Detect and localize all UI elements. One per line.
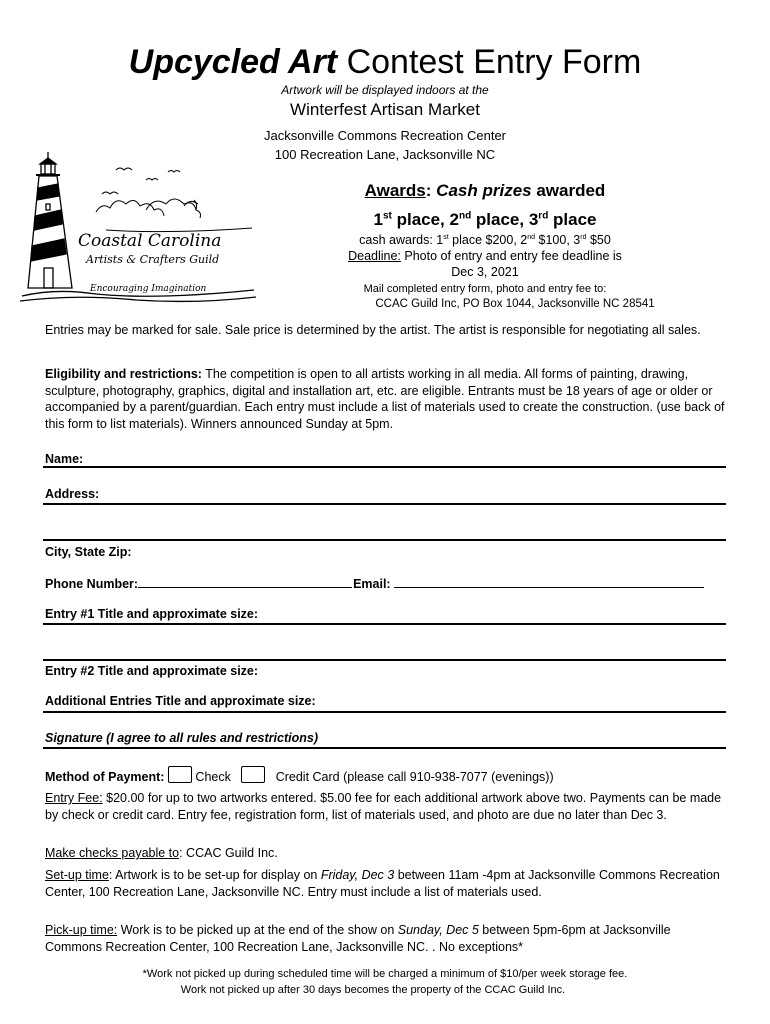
check-option-label: Check [195, 770, 231, 784]
payment-label: Method of Payment: [45, 770, 165, 784]
additional-entries-label: Additional Entries Title and approximate size: [45, 694, 316, 708]
setup-day: Friday, Dec 3 [320, 868, 395, 882]
sale-paragraph: Entries may be marked for sale. Sale price is determined by the artist. The artist is responsible for negotiating all sales. [45, 323, 701, 337]
awarded-word: awarded [536, 181, 606, 200]
awards-label: Awards [364, 181, 426, 200]
logo-tagline: Encouraging Imagination [90, 284, 207, 294]
name-field[interactable] [43, 466, 726, 468]
pickup-label: Pick-up time: [45, 923, 118, 937]
address-label: Address: [45, 487, 100, 501]
setup-label: Set-up time [45, 868, 109, 882]
display-note: Artwork will be displayed indoors at the [281, 83, 489, 97]
eligibility-text: The competition is open to all artists working in all media. All forms of painting, drawing, sculpture, photography, graphics, digital and installation art, etc. are eligible. Entrants must be 18 years of age or older or accompanied by a parent/guardian. Each entry must include a list of materials used to create the construction. (use back of this form to list materials). Winners announced Sunday at 5pm. [45, 367, 725, 431]
title-bold: Upcycled Art [128, 43, 338, 81]
logo-sub: Artists & Crafters Guild [86, 253, 220, 266]
place-2: place, 2 [391, 210, 459, 229]
address-field[interactable] [43, 503, 726, 505]
mail-instructions: Mail completed entry form, photo and entry fee to: [363, 283, 607, 295]
title-rest: Contest Entry Form [346, 43, 642, 81]
pickup-text-a: Work is to be picked up at the end of the show on [117, 923, 398, 937]
entry-fee-paragraph [45, 790, 725, 823]
award-places [340, 210, 630, 230]
event-name: Winterfest Artisan Market [290, 100, 480, 119]
place-1: 1 [373, 210, 383, 229]
cash-2: place $200, 2 [448, 233, 528, 247]
entry1-label: Entry #1 Title and approximate size: [45, 607, 259, 621]
entry2-label: Entry #2 Title and approximate size: [45, 664, 259, 678]
entry-fee-label: Entry Fee: [45, 791, 103, 805]
deadline-text: Photo of entry and entry fee deadline is [400, 249, 622, 263]
phone-field[interactable] [138, 575, 352, 588]
pickup-paragraph [45, 922, 725, 955]
checks-label: Make checks payable to [45, 846, 180, 860]
lighthouse-icon [20, 152, 256, 301]
place-3-suffix: rd [538, 210, 549, 222]
setup-paragraph [45, 867, 725, 900]
setup-text-b: between 11am -4pm at Jacksonville Commons Recreation Center, 100 Recreation Lane, Jacksonville NC. Entry must include a list of materials used. [45, 868, 720, 899]
storage-fee-footnote: *Work not picked up during scheduled time will be charged a minimum of $10/per week storage fee. [142, 968, 628, 980]
cash-1: cash awards: 1 [359, 233, 444, 247]
checks-payable-paragraph [45, 845, 725, 862]
deadline-line [340, 249, 630, 263]
phone-label: Phone Number: [45, 577, 139, 591]
check-checkbox[interactable] [168, 766, 192, 783]
venue-address: 100 Recreation Lane, Jacksonville NC [274, 147, 496, 162]
venue-name: Jacksonville Commons Recreation Center [263, 128, 507, 143]
cash-awards [340, 233, 630, 247]
additional-entries-field[interactable] [43, 711, 726, 713]
pickup-day: Sunday, Dec 5 [397, 923, 479, 937]
guild-logo [16, 150, 260, 306]
pickup-text-b: between 5pm-6pm at Jacksonville Commons Recreation Center, 100 Recreation Lane, Jacksonville NC. . No exceptions* [45, 923, 671, 954]
entry1-field-line-2[interactable] [43, 659, 726, 661]
logo-name: Coastal Carolina [78, 231, 222, 251]
payment-method-row [45, 766, 554, 784]
place-word: place [548, 210, 597, 229]
place-3: place, 3 [471, 210, 539, 229]
email-label: Email: [353, 577, 395, 591]
credit-card-checkbox[interactable] [241, 766, 265, 783]
eligibility-paragraph [45, 366, 725, 432]
city-label: City, State Zip: [45, 545, 132, 559]
cash-4: $50 [586, 233, 611, 247]
cash-3: $100, 3 [535, 233, 581, 247]
place-1-suffix: st [382, 210, 392, 222]
place-2-suffix: nd [458, 210, 472, 222]
awards-heading [340, 181, 630, 201]
deadline-date: Dec 3, 2021 [451, 265, 519, 279]
signature-field[interactable] [43, 747, 726, 749]
cash-1-suffix: st [443, 233, 449, 241]
name-label: Name: [45, 452, 84, 466]
property-footnote: Work not picked up after 30 days becomes the property of the CCAC Guild Inc. [180, 984, 566, 996]
entry1-field[interactable] [43, 623, 726, 625]
mail-address: CCAC Guild Inc, PO Box 1044, Jacksonville NC 28541 [375, 298, 655, 310]
cash-3-suffix: rd [580, 233, 587, 241]
phone-email-row [45, 575, 705, 591]
address-field-line-2[interactable] [43, 539, 726, 541]
cash-prizes: Cash prizes [436, 181, 532, 200]
setup-text-a: : Artwork is to be set-up for display on [108, 868, 321, 882]
signature-label: Signature (I agree to all rules and restrictions) [45, 731, 318, 745]
awards-colon: : [425, 181, 432, 200]
credit-option-label: Credit Card (please call 910-938-7077 (evenings)) [275, 770, 554, 784]
page-title [0, 42, 770, 82]
checks-text: : CCAC Guild Inc. [179, 846, 278, 860]
cash-2-suffix: nd [527, 233, 536, 241]
email-field[interactable] [394, 575, 704, 588]
eligibility-label: Eligibility and restrictions: [45, 367, 202, 381]
entry-fee-text: $20.00 for up to two artworks entered. $5.00 fee for each additional artwork above two. Payments can be made by check or credit card. Entry fee, registration form, list of materials used, and photo are due no later than Dec 3. [45, 791, 722, 822]
deadline-label: Deadline: [348, 249, 401, 263]
